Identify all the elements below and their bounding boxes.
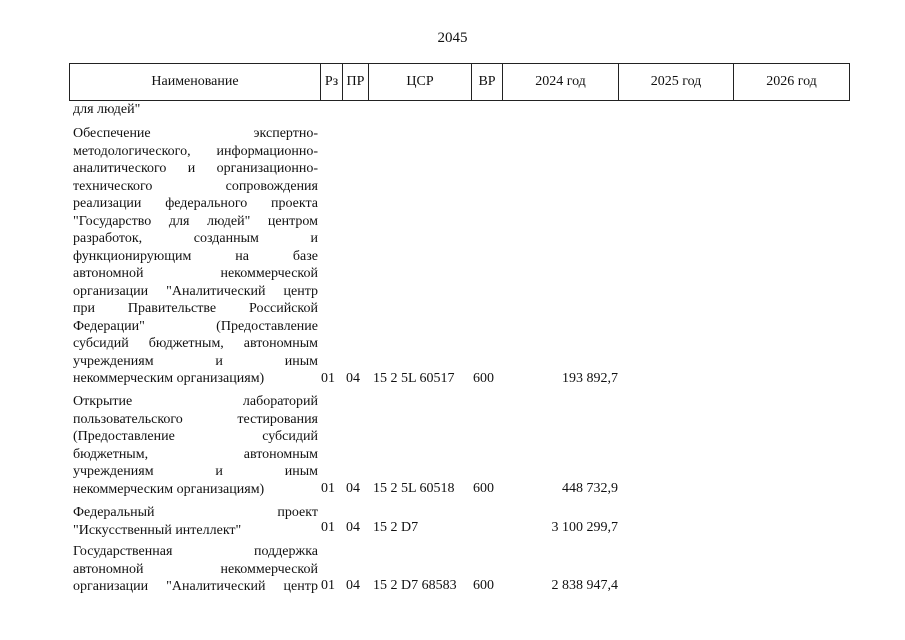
column-header-csr: ЦСР <box>369 64 472 101</box>
cell-vr: 600 <box>473 371 494 386</box>
name-line: Государственная поддержка <box>73 544 318 559</box>
name-line: (Предоставление субсидий <box>73 429 318 444</box>
name-line: "Государство для людей" центром <box>73 213 318 229</box>
column-header-vr: ВР <box>472 64 503 101</box>
name-line: автономной некоммерческой <box>73 561 318 577</box>
cell-vr: 600 <box>473 481 494 496</box>
name-line: учреждениям и иным <box>73 464 318 479</box>
cell-2024: 3 100 299,7 <box>551 520 618 535</box>
cell-csr: 15 2 D7 <box>373 520 419 535</box>
name-line: некоммерческим организациям) <box>73 371 265 386</box>
name-line: Федерации" (Предоставление <box>73 318 318 334</box>
column-header-name: Наименование <box>70 64 321 101</box>
name-line: разработок, созданным и <box>73 231 318 246</box>
name-line: "Искусственный интеллект" <box>73 522 242 538</box>
name-line: учреждениям и иным <box>73 353 318 369</box>
row-name <box>73 125 318 388</box>
column-header-2025: 2025 год <box>619 64 734 101</box>
row-name <box>73 393 318 498</box>
cell-rz: 01 <box>321 520 335 535</box>
name-line: методологического, информационно- <box>73 143 318 159</box>
name-line: пользовательского тестирования <box>73 411 318 427</box>
cell-pr: 04 <box>346 520 360 535</box>
cell-2024: 2 838 947,4 <box>551 578 618 593</box>
cell-2024: 193 892,7 <box>562 371 618 386</box>
column-header-2024: 2024 год <box>503 64 619 101</box>
name-line: организации "Аналитический центр <box>73 579 318 594</box>
row-name <box>73 504 318 539</box>
name-line: технического сопровождения <box>73 178 318 194</box>
cell-pr: 04 <box>346 481 360 496</box>
name-line: автономной некоммерческой <box>73 266 318 281</box>
name-line: при Правительстве Российской <box>73 301 318 316</box>
column-header-pr: ПР <box>343 64 369 101</box>
cell-csr: 15 2 5L 60518 <box>373 481 455 496</box>
name-line: реализации федерального проекта <box>73 196 318 211</box>
cell-2024: 448 732,9 <box>562 481 618 496</box>
name-line: функционирующим на базе <box>73 248 318 264</box>
name-line: бюджетным, автономным <box>73 446 318 462</box>
name-line: Открытие лабораторий <box>73 394 318 409</box>
cell-csr: 15 2 5L 60517 <box>373 371 455 386</box>
name-line: аналитического и организационно- <box>73 161 318 176</box>
cell-rz: 01 <box>321 481 335 496</box>
cell-vr: 600 <box>473 578 494 593</box>
cell-pr: 04 <box>346 578 360 593</box>
page-number: 2045 <box>437 30 468 46</box>
cell-rz: 01 <box>321 371 335 386</box>
column-header-rz: Рз <box>321 64 343 101</box>
row-name <box>73 543 318 596</box>
name-line: Федеральный проект <box>73 505 318 520</box>
cell-pr: 04 <box>346 371 360 386</box>
column-header-2026: 2026 год <box>734 64 850 101</box>
continuation-text: для людей" <box>73 102 141 117</box>
table-header <box>69 63 850 101</box>
cell-csr: 15 2 D7 68583 <box>373 578 457 593</box>
name-line: субсидий бюджетным, автономным <box>73 336 318 351</box>
name-line: Обеспечение экспертно- <box>73 126 318 141</box>
name-line: организации "Аналитический центр <box>73 283 318 299</box>
cell-rz: 01 <box>321 578 335 593</box>
name-line: некоммерческим организациям) <box>73 481 265 497</box>
